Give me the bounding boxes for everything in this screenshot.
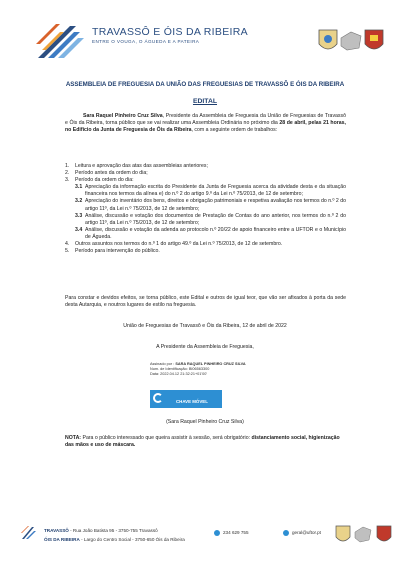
footer-street-2: - Largo do Centro Social - 3750-650 Óis da Ribeira [79,537,185,542]
badge-label: CHAVE MÓVEL [176,399,208,404]
agenda-number: 5. [65,248,70,255]
agenda-list [65,163,346,255]
agenda-item [65,177,346,184]
email-address[interactable]: geral@uftor.pt [292,530,321,536]
agenda-item [65,248,346,255]
chave-movel-badge [150,390,222,408]
phone-icon [214,530,220,536]
intro-text-a: , Presidente da Assembleia de Freguesia da União de Freguesias de Travassô e Óis da Ribeira, torna público que se vai realizar uma Assembleia Ordinária no próximo dia [65,113,346,127]
dateline: União de Freguesias de Travassô e Óis da Ribeira, 12 de abril de 2022 [123,323,287,329]
footer-address-2 [44,537,185,542]
closing-paragraph: Para constar e devidos efeitos, se torna público, este Edital e outros de igual teor, que vão ser afixados à porta da sede desta Autarquia, e noutros lugares de estilo na freguesia. [65,295,346,309]
note-label: NOTA: [65,435,82,441]
union-logo [30,14,96,68]
agenda-text: Leitura e aprovação das atas das assembleias anteriores; [75,163,208,169]
agenda-item [65,241,346,248]
phone-number: 234 629 755 [223,530,249,536]
agenda-subnumber: 3.4 [75,226,83,233]
agenda-subtext: Análise, discussão e votação da adenda ao protocolo n.º 20/22 de apoio financeiro entre a UFTOR e o Município de Águeda. [85,226,346,240]
agenda-item [65,163,346,170]
agenda-text: Período para intervenção do público. [75,248,160,255]
note-bold: distanciamento social, higienização das mãos e uso de máscara. [65,435,340,449]
agenda-subnumber: 3.1 [75,184,83,191]
agenda-number: 3. [65,177,70,184]
document-subtitle: EDITAL [192,98,218,105]
agenda-subtext: Apreciação do inventário dos bens, direitos e obrigação patrimoniais e respetiva avaliação nos termos do n.º 2 do artigo 11º, da Lei n.º 75/2013, de 12 de setembro; [85,198,346,212]
agenda-subitem [65,198,346,212]
footer-street-1: - Rua João Batista 95 - 3750-755 Travassô [68,528,158,533]
president-name: Sara Raquel Pinheiro Cruz Silva [83,113,163,119]
signature-id: Num. de Identificação: BI06563300 [150,367,210,371]
agenda-text: Período da ordem do dia: [75,177,134,184]
footer-logo [20,523,40,543]
agenda-subnumber: 3.3 [75,212,83,219]
signer-name: SARA RAQUEL PINHEIRO CRUZ SILVA [175,362,246,366]
footer-place-1: TRAVASSÔ [44,528,69,533]
email-icon [283,530,289,536]
document-title: ASSEMBLEIA DE FREGUESIA DA UNIÃO DAS FREGUESIAS DE TRAVASSÔ E ÓIS DA RIBEIRA [65,81,345,88]
agenda-subitem [65,227,346,241]
note-text: Para o público interessado que queira assistir à sessão, será obrigatório: [81,435,252,441]
agenda-subitem [65,184,346,198]
footer-email[interactable] [283,530,321,536]
agenda-text: Outros assuntos nos termos do n.º 1 do artigo 49.º da Lei n.º 75/2013, de 12 de setembro. [75,241,283,248]
map-outline-icon [341,32,361,50]
org-name: TRAVASSÔ E ÓIS DA RIBEIRA [92,26,248,38]
agenda-subtext: Análise, discussão e votação dos documentos de Prestação de Contas do ano anterior, nos termos do n.º 2 do artigo 11º, da Lei n.º 75/2013, de 12 de setembro; [85,212,346,226]
agenda-subnumber: 3.2 [75,198,83,205]
agenda-subtext: Apreciação da informação escrita do Presidente da Junta de Freguesia acerca da atividade desta e da situação financeira nos termos da alínea e) do n.º 2 do artigo 9.º da Lei n.º 75/2013, de 12 de setembro; [85,184,346,198]
signed-name: (Sara Raquel Pinheiro Cruz Silva) [166,419,244,425]
org-tagline: ENTRE O VOUGA, O ÁGUEDA E A PATEIRA [92,39,200,44]
note-paragraph [65,435,346,449]
agenda-number: 4. [65,241,70,248]
footer-address-1 [44,528,158,533]
agenda-number: 1. [65,163,70,169]
agenda-text: Período antes da ordem do dia; [75,170,148,177]
intro-text-b: , com a seguinte ordem de trabalhos: [191,127,278,134]
footer-place-2: ÓIS DA RIBEIRA [44,537,80,542]
signature-label: Assinado por : [150,362,175,366]
agenda-item [65,170,346,177]
president-label: A Presidente da Assembleia de Freguesia, [156,344,254,350]
meeting-date: 28 de abril, pelas 21 horas, no Edifício da Junta de Freguesia de Óis da Ribeira [65,120,346,134]
footer-crests [334,524,394,546]
intro-paragraph [65,113,346,134]
footer-phone [214,530,249,536]
signature-date: Data: 2022.04.12 21:32:21+01'00' [150,372,208,376]
agenda-subitem [65,213,346,227]
coat-of-arms-group [317,28,385,56]
agenda-number: 2. [65,170,70,177]
chave-movel-icon [153,393,163,403]
digital-signature [150,362,246,377]
